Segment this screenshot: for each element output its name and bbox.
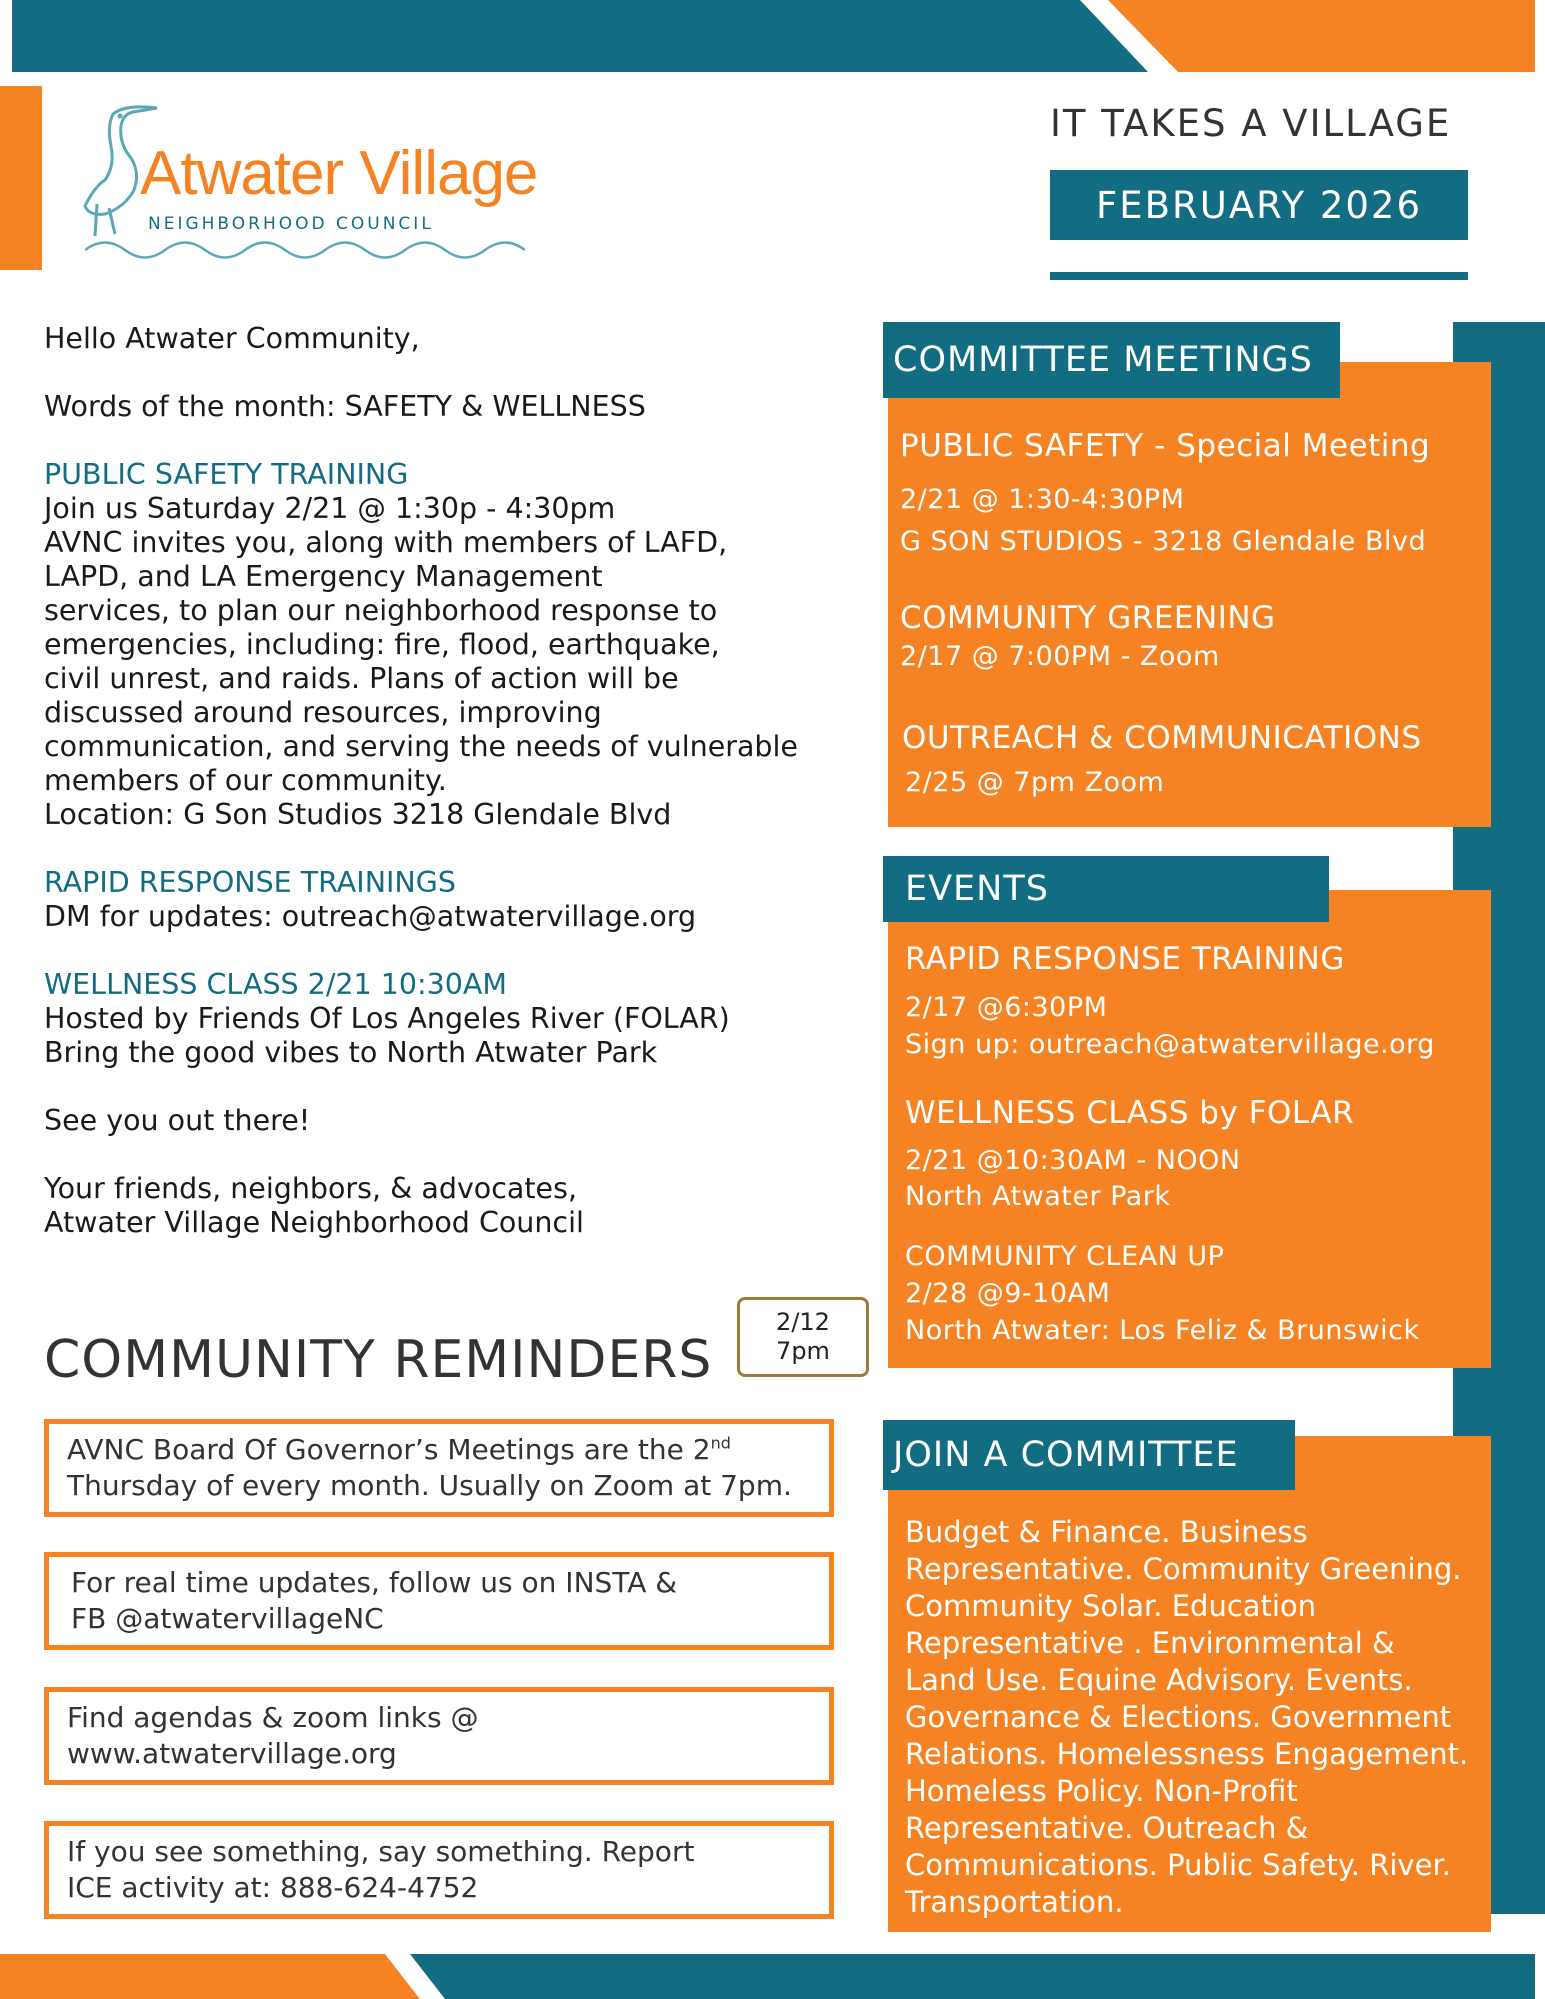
wellness-line: Bring the good vibes to North Atwater Park <box>44 1036 658 1069</box>
public-safety-line: services, to plan our neighborhood response to <box>44 594 718 627</box>
committee-list-line: Community Solar. Education <box>905 1589 1317 1623</box>
bottom-teal-band <box>410 1954 1535 1999</box>
event-title: COMMUNITY CLEAN UP <box>905 1241 1225 1272</box>
committee-meetings-heading: COMMITTEE MEETINGS <box>883 322 1340 398</box>
public-safety-line: members of our community. <box>44 764 447 797</box>
logo-title: Atwater Village <box>140 139 538 208</box>
event-location: North Atwater Park <box>905 1181 1171 1212</box>
top-teal-band <box>12 0 1148 72</box>
reminder-line: ICE activity at: 888-624-4752 <box>67 1871 479 1904</box>
reminders-title: COMMUNITY REMINDERS <box>44 1330 713 1390</box>
closing: See you out there! <box>44 1104 311 1137</box>
wellness-heading: WELLNESS CLASS 2/21 10:30AM <box>44 968 507 1001</box>
greeting: Hello Atwater Community, <box>44 322 420 355</box>
committee-list-line: Representative . Environmental & <box>905 1626 1395 1660</box>
committee-list-line: Land Use. Equine Advisory. Events. <box>905 1663 1413 1697</box>
committee-list-line: Budget & Finance. Business <box>905 1515 1308 1549</box>
committee-list-line: Representative. Community Greening. <box>905 1552 1462 1586</box>
public-safety-line: Join us Saturday 2/21 @ 1:30p - 4:30pm <box>44 492 616 525</box>
join-committee-heading: JOIN A COMMITTEE <box>883 1420 1295 1490</box>
event-time: 2/17 @6:30PM <box>905 992 1108 1023</box>
reminder-line: FB @atwatervillageNC <box>71 1602 384 1635</box>
reminder-line: Find agendas & zoom links @ <box>67 1701 479 1734</box>
wellness-line: Hosted by Friends Of Los Angeles River (FOLAR) <box>44 1002 730 1035</box>
public-safety-line: AVNC invites you, along with members of LAFD, <box>44 526 728 559</box>
event-signup: Sign up: outreach@atwatervillage.org <box>905 1029 1435 1060</box>
bottom-orange-band <box>0 1954 420 1999</box>
committee-list-line: Representative. Outreach & <box>905 1811 1309 1845</box>
top-banner <box>0 0 1545 80</box>
events-heading: EVENTS <box>883 856 1329 922</box>
rapid-response-line: DM for updates: outreach@atwatervillage.org <box>44 900 697 933</box>
reminder-line: For real time updates, follow us on INSTA & <box>71 1566 678 1599</box>
event-location: North Atwater: Los Feliz & Brunswick <box>905 1315 1420 1346</box>
event-title: RAPID RESPONSE TRAINING <box>905 941 1345 977</box>
newsletter-letter <box>44 322 844 1240</box>
reminder-line: Thursday of every month. Usually on Zoom at 7pm. <box>67 1469 792 1502</box>
reminder-line: AVNC Board Of Governor’s Meetings are the 2 <box>67 1433 711 1466</box>
rapid-response-heading: RAPID RESPONSE TRAININGS <box>44 866 456 899</box>
reminder-agendas <box>44 1687 834 1785</box>
committee-list-line: Relations. Homelessness Engagement. <box>905 1737 1469 1771</box>
reminder-line: www.atwatervillage.org <box>67 1737 397 1770</box>
public-safety-line: communication, and serving the needs of vulnerable <box>44 730 798 763</box>
logo-subtitle: NEIGHBORHOOD COUNCIL <box>148 214 434 234</box>
reminder-board-meetings <box>44 1419 834 1517</box>
committee-list-line: Communications. Public Safety. River. <box>905 1848 1451 1882</box>
bubble-date: 2/12 <box>776 1308 830 1336</box>
meeting-title: OUTREACH & COMMUNICATIONS <box>902 720 1422 756</box>
left-accent-bar <box>0 86 42 270</box>
tagline: IT TAKES A VILLAGE <box>1050 102 1452 145</box>
meeting-title: COMMUNITY GREENING <box>900 600 1276 636</box>
meeting-time: 2/21 @ 1:30-4:30PM <box>900 484 1185 515</box>
date-underline <box>1050 272 1468 280</box>
meeting-location: G SON STUDIOS - 3218 Glendale Blvd <box>900 526 1427 557</box>
reminder-report-ice <box>44 1821 834 1919</box>
committee-list-line: Transportation. <box>905 1885 1124 1919</box>
bottom-banner <box>0 1954 1545 1999</box>
committee-list-line: Governance & Elections. Government <box>905 1700 1452 1734</box>
issue-date-banner <box>1050 170 1468 240</box>
public-safety-line: LAPD, and LA Emergency Management <box>44 560 603 593</box>
date-speech-bubble <box>737 1297 869 1377</box>
public-safety-line: discussed around resources, improving <box>44 696 602 729</box>
signoff-line: Atwater Village Neighborhood Council <box>44 1206 584 1239</box>
committee-list-line: Homeless Policy. Non-Profit <box>905 1774 1298 1808</box>
public-safety-location: Location: G Son Studios 3218 Glendale Blvd <box>44 798 672 831</box>
meeting-time: 2/25 @ 7pm Zoom <box>905 767 1165 798</box>
words-of-month: Words of the month: SAFETY & WELLNESS <box>44 390 646 423</box>
water-wave-icon <box>85 235 525 265</box>
meeting-time: 2/17 @ 7:00PM - Zoom <box>900 641 1220 672</box>
ordinal-suffix: nd <box>710 1433 731 1453</box>
meeting-title: PUBLIC SAFETY - Special Meeting <box>900 428 1431 464</box>
signoff-line: Your friends, neighbors, & advocates, <box>44 1172 577 1205</box>
bubble-time: 7pm <box>776 1337 830 1365</box>
public-safety-line: emergencies, including: fire, flood, earthquake, <box>44 628 720 661</box>
event-time: 2/21 @10:30AM - NOON <box>905 1145 1241 1176</box>
public-safety-heading: PUBLIC SAFETY TRAINING <box>44 458 409 491</box>
reminder-social-media <box>44 1552 834 1650</box>
issue-date: FEBRUARY 2026 <box>1095 183 1422 227</box>
reminder-line: If you see something, say something. Report <box>67 1835 695 1868</box>
event-time: 2/28 @9-10AM <box>905 1278 1111 1309</box>
event-title: WELLNESS CLASS by FOLAR <box>905 1095 1355 1131</box>
public-safety-line: civil unrest, and raids. Plans of action will be <box>44 662 679 695</box>
committee-list <box>905 1514 1485 1921</box>
